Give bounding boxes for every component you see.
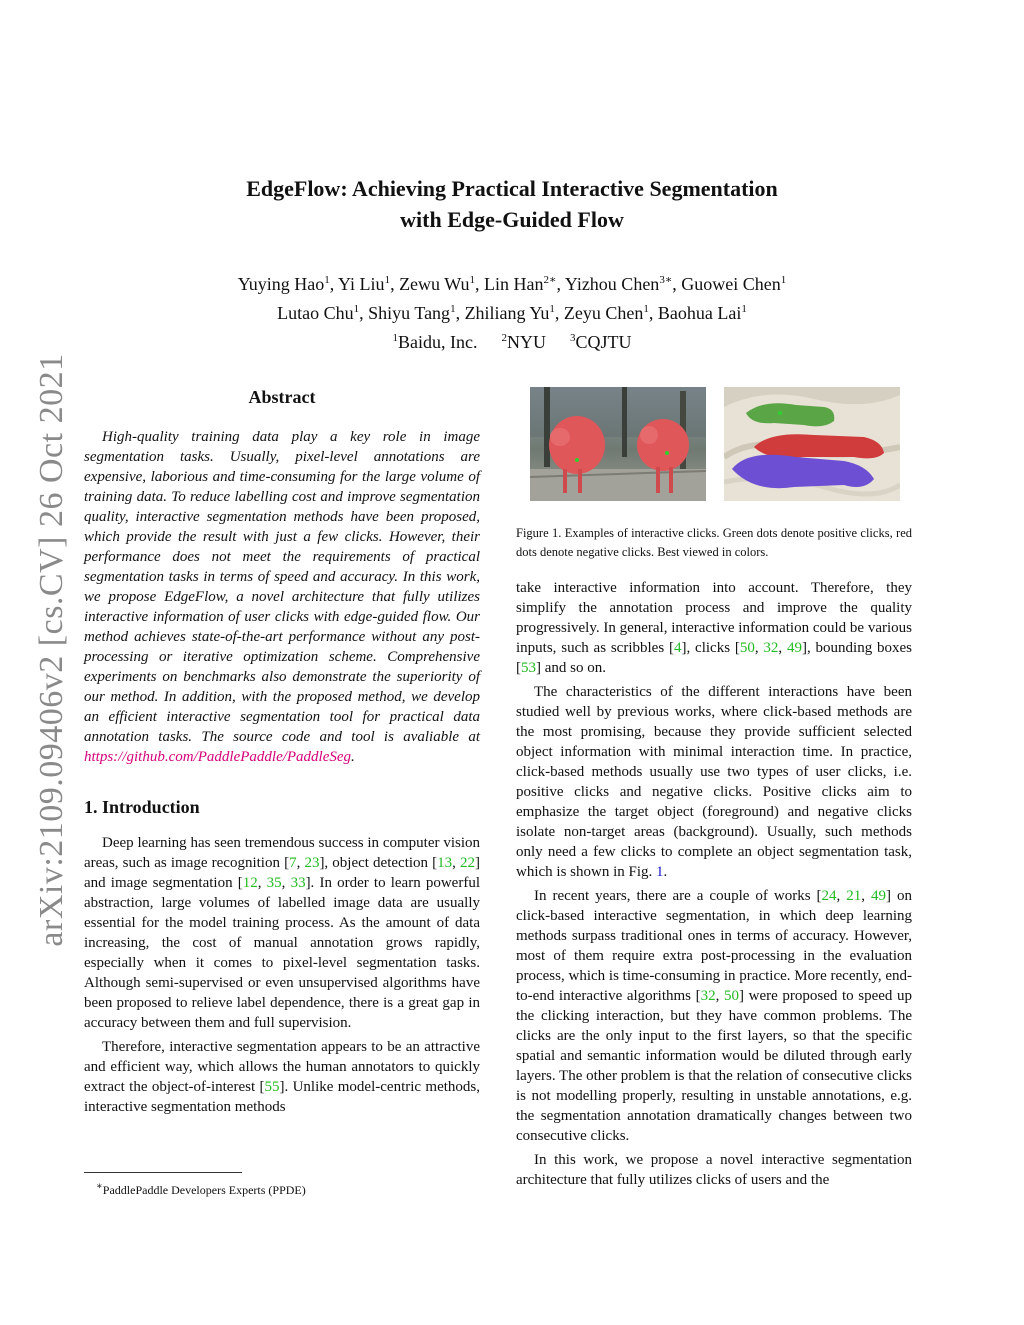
citation-link[interactable]: 4 <box>673 640 682 656</box>
author-line-1: Yuying Hao$^1$, Yi Liu$^1$, Zewu Wu$^1$, Lin Han$^{2∗}$, Yizhou Chen$^{3∗}$, Guowei Chen$^1$ <box>237 274 787 294</box>
affiliation-nyu: NYU <box>506 332 546 352</box>
author-affiliation-mark: 1 <box>741 303 747 315</box>
affiliation-cqjtu: CQJTU <box>575 332 632 352</box>
citation-link[interactable]: 49 <box>871 888 887 904</box>
intro-paragraph-1: Deep learning has seen tremendous success in computer vision areas, such as image recognition [7, 23], object detection [13, 22] and image segmentation [12, 35, 33]. In order to learn powerful abstraction, large volumes of labelled image data are usually essential for the model training process. As the amount of data increasing, the cost of manual annotation grows rapidly, especially when it comes to pixel-level segmentation tasks. Although semi-supervised or even unsupervised algorithms have been proposed to relieve label dependence, there is a great gap in accuracy between them and full supervision. <box>84 835 481 1031</box>
author-name: Yizhou Chen <box>564 274 660 294</box>
author-name: Yuying Hao <box>237 274 325 294</box>
author-name: Lin Han <box>484 274 544 294</box>
footnote-rule <box>84 1172 242 1173</box>
citation-link[interactable]: 12 <box>242 875 258 891</box>
author-affiliation-mark: 1 <box>469 274 475 286</box>
title-line-1: EdgeFlow: Achieving Practical Interactive Segmentation <box>246 176 778 201</box>
abstract-text: High-quality training data play a key role in image segmentation tasks. Usually, pixel-level annotations are expensive, laborious and time-consuming for the large volume of training data. To reduce labelling cost and improve segmentation quality, interactive segmentation methods have been proposed, which provide the result with just a few clicks. However, their performance does not meet the requirements of practical segmentation tasks in terms of speed and accuracy. In this work, we propose EdgeFlow, a novel architecture that fully utilizes interactive information of user clicks with edge-guided flow. Our method achieves state-of-the-art performance without any post-processing or iterative optimization scheme. Comprehensive experiments on benchmarks also demonstrate the superiority of our method. In addition, with the proposed method, we develop an efficient interactive segmentation tool for practical data annotation tasks. The source code and tool is avaliable at https://github.com/PaddlePaddle/PaddleSeg. <box>84 429 480 765</box>
citation-link[interactable]: 50 <box>739 640 755 656</box>
citation-link[interactable]: 24 <box>821 888 837 904</box>
footnote: ∗PaddlePaddle Developers Experts (PPDE) <box>96 1181 306 1197</box>
abstract-heading: Abstract <box>248 387 316 407</box>
citation-link[interactable]: 55 <box>264 1079 280 1095</box>
author-name: Guowei Chen <box>681 274 781 294</box>
citation-link[interactable]: 32 <box>763 640 779 656</box>
right-paragraph-3: In recent years, there are a couple of works [24, 21, 49] on click-based interactive segmentation, in which deep learning methods surpass traditional ones in terms of accuracy. However, most of them require extra post-processing in the evaluation process, which is time-consuming in practice. More recently, end-to-end interactive algorithms [32, 50] were proposed to speed up the clicking interaction, but they have common problems. The clicks are the only input to the first layers, so that the specific spatial and semantic information would be diluted through early layers. The other problem is that the relation of consecutive clicks is not modelling properly, resulting in unstable annotations, e.g. the segmentation annotation dramatically changes between two consecutive clicks. <box>516 888 913 1144</box>
title-line-2: with Edge-Guided Flow <box>400 207 624 232</box>
author-affiliation-mark: 1 <box>353 303 360 315</box>
author-name: Lutao Chu <box>277 303 354 323</box>
author-affiliation-mark: 1 <box>780 274 787 286</box>
citation-link[interactable]: 13 <box>437 855 453 871</box>
author-name: Zeyu Chen <box>563 303 644 323</box>
right-column <box>516 578 912 1194</box>
figure-dogs-image <box>724 387 900 501</box>
citation-link[interactable]: 21 <box>846 888 862 904</box>
left-column <box>84 385 480 1121</box>
author-affiliation-mark: 1 <box>549 303 555 315</box>
author-name: Yi Liu <box>338 274 385 294</box>
author-name: Baohua Lai <box>657 303 742 323</box>
citation-link[interactable]: 22 <box>460 855 476 871</box>
github-link[interactable]: https://github.com/PaddlePaddle/PaddleSeg <box>84 749 352 765</box>
author-affiliation-mark: 3∗ <box>659 274 673 286</box>
author-line-2: Lutao Chu$^1$, Shiyu Tang$^1$, Zhiliang Yu$^1$, Zeyu Chen$^1$, Baohua Lai$^1$ <box>277 303 747 323</box>
arxiv-identifier: arXiv:2109.09406v2 [cs.CV] 26 Oct 2021 <box>33 353 70 947</box>
citation-link[interactable]: 23 <box>304 855 320 871</box>
author-affiliation-mark: 2∗ <box>543 274 557 286</box>
figure-sheep-image <box>530 387 706 501</box>
author-affiliation-mark: 1 <box>324 274 330 286</box>
intro-paragraph-2: Therefore, interactive segmentation appears to be an attractive and efficient way, which allows the human annotators to quickly extract the object-of-interest [55]. Unlike model-centric methods, interactive segmentation methods <box>84 1039 480 1115</box>
figure-reference-link[interactable]: 1 <box>656 864 664 880</box>
citation-link[interactable]: 32 <box>700 988 716 1004</box>
author-name: Zewu Wu <box>399 274 470 294</box>
figure-caption: Figure 1. Examples of interactive clicks. Green dots denote positive clicks, red dots denote negative clicks. Best viewed in colors. <box>516 526 912 559</box>
author-name: Zhiliang Yu <box>464 303 550 323</box>
citation-link[interactable]: 7 <box>289 855 297 871</box>
author-affiliation-mark: 1 <box>643 303 649 315</box>
affiliations: $^1$Baidu, Inc. $^2$NYU $^3$CQJTU <box>392 332 632 352</box>
right-paragraph-4: In this work, we propose a novel interactive segmentation architecture that fully utilizes clicks of users and the <box>516 1152 912 1188</box>
paper-title <box>0 173 1024 235</box>
author-affiliation-mark: 1 <box>384 274 391 286</box>
author-affiliation-mark: 1 <box>450 303 456 315</box>
section-heading-introduction: 1. Introduction <box>84 797 200 817</box>
author-name: Shiyu Tang <box>368 303 451 323</box>
right-paragraph-1: take interactive information into account. Therefore, they simplify the annotation process and improve the quality progressively. In general, interactive information could be various inputs, such as scribbles [4], clicks [50, 32, 49], bounding boxes [53] and so on. <box>516 580 912 676</box>
citation-link[interactable]: 35 <box>266 875 282 891</box>
affiliation-baidu: Baidu, Inc. <box>398 332 478 352</box>
citation-link[interactable]: 53 <box>521 660 536 676</box>
right-paragraph-2: The characteristics of the different interactions have been studied well by previous works, where click-based methods are the most promising, because they provide sufficient selected object information with minimal interaction time. In practice, click-based methods usually use two types of user clicks, i.e. positive clicks and negative clicks. Positive clicks aim to emphasize the target object (foreground) and negative clicks isolate non-target areas (background). Usually, such methods only need a few clicks to complete an object segmentation task, which is shown in Fig. 1. <box>516 684 912 880</box>
citation-link[interactable]: 50 <box>724 988 739 1004</box>
citation-link[interactable]: 33 <box>290 875 306 891</box>
author-block <box>0 268 1024 355</box>
citation-link[interactable]: 49 <box>786 640 802 656</box>
